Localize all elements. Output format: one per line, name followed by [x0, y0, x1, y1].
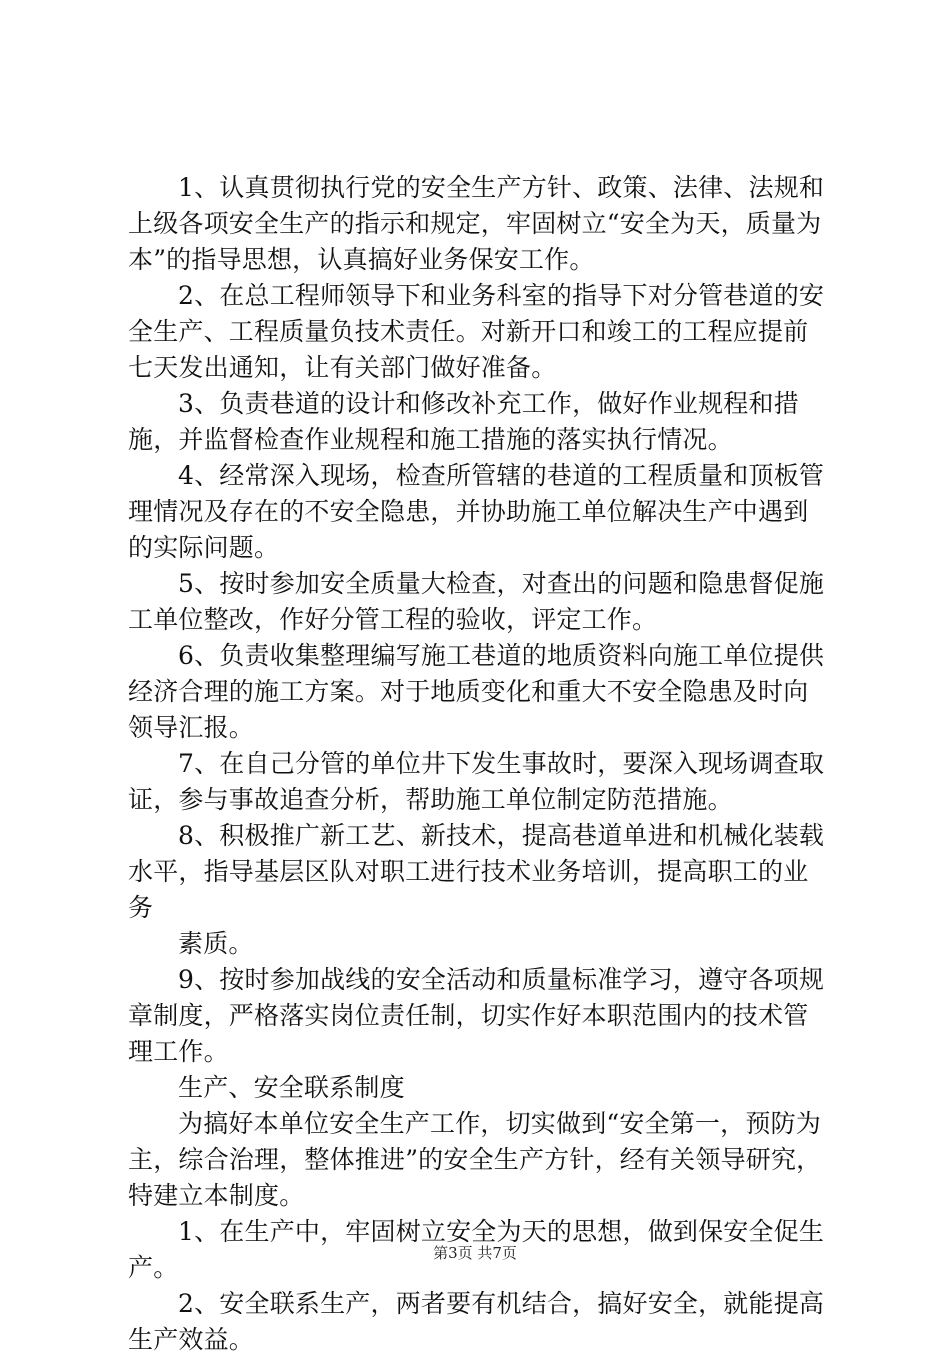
- paragraph-item-5: 5、按时参加安全质量大检查，对查出的问题和隐患督促施工单位整改，作好分管工程的验收，评定工作。: [128, 569, 825, 634]
- paragraph-item-6: 6、负责收集整理编写施工巷道的地质资料向施工单位提供经济合理的施工方案。对于地质变化和重大不安全隐患及时向领导汇报。: [128, 641, 825, 742]
- rule-item-1: 1、在生产中，牢固树立安全为天的思想，做到保安全促生产。: [128, 1217, 825, 1282]
- page-footer: [0, 1243, 950, 1263]
- paragraph-item-2: 2、在总工程师领导下和业务科室的指导下对分管巷道的安全生产、工程质量负技术责任。对新开口和竣工的工程应提前七天发出通知，让有关部门做好准备。: [128, 281, 825, 382]
- rule-item-2: 2、安全联系生产，两者要有机结合，搞好安全，就能提高生产效益。: [128, 1289, 825, 1354]
- paragraph-item-1: 1、认真贯彻执行党的安全生产方针、政策、法律、法规和上级各项安全生产的指示和规定，牢固树立“安全为天，质量为本”的指导思想，认真搞好业务保安工作。: [128, 173, 825, 274]
- paragraph-item-7: 7、在自己分管的单位井下发生事故时，要深入现场调查取证，参与事故追查分析，帮助施工单位制定防范措施。: [128, 749, 825, 814]
- section-heading: 生产、安全联系制度: [178, 1073, 405, 1102]
- section-intro-paragraph: 为搞好本单位安全生产工作，切实做到“安全第一，预防为主，综合治理，整体推进”的安全生产方针，经有关领导研究，特建立本制度。: [128, 1109, 822, 1210]
- paragraph-item-4: 4、经常深入现场，检查所管辖的巷道的工程质量和顶板管理情况及存在的不安全隐患，并协助施工单位解决生产中遇到的实际问题。: [128, 461, 825, 562]
- paragraph-item-3: 3、负责巷道的设计和修改补充工作，做好作业规程和措施，并监督检查作业规程和施工措施的落实执行情况。: [128, 389, 799, 454]
- page-number-label: 第3页 共7页: [433, 1244, 517, 1262]
- paragraph-item-8-continuation: 素质。: [178, 929, 254, 958]
- paragraph-item-9: 9、按时参加战线的安全活动和质量标准学习，遵守各项规章制度，严格落实岗位责任制，切实作好本职范围内的技术管理工作。: [128, 965, 825, 1066]
- paragraph-item-8: 8、积极推广新工艺、新技术，提高巷道单进和机械化装载水平，指导基层区队对职工进行技术业务培训，提高职工的业务: [128, 821, 825, 922]
- document-body: [128, 170, 830, 1358]
